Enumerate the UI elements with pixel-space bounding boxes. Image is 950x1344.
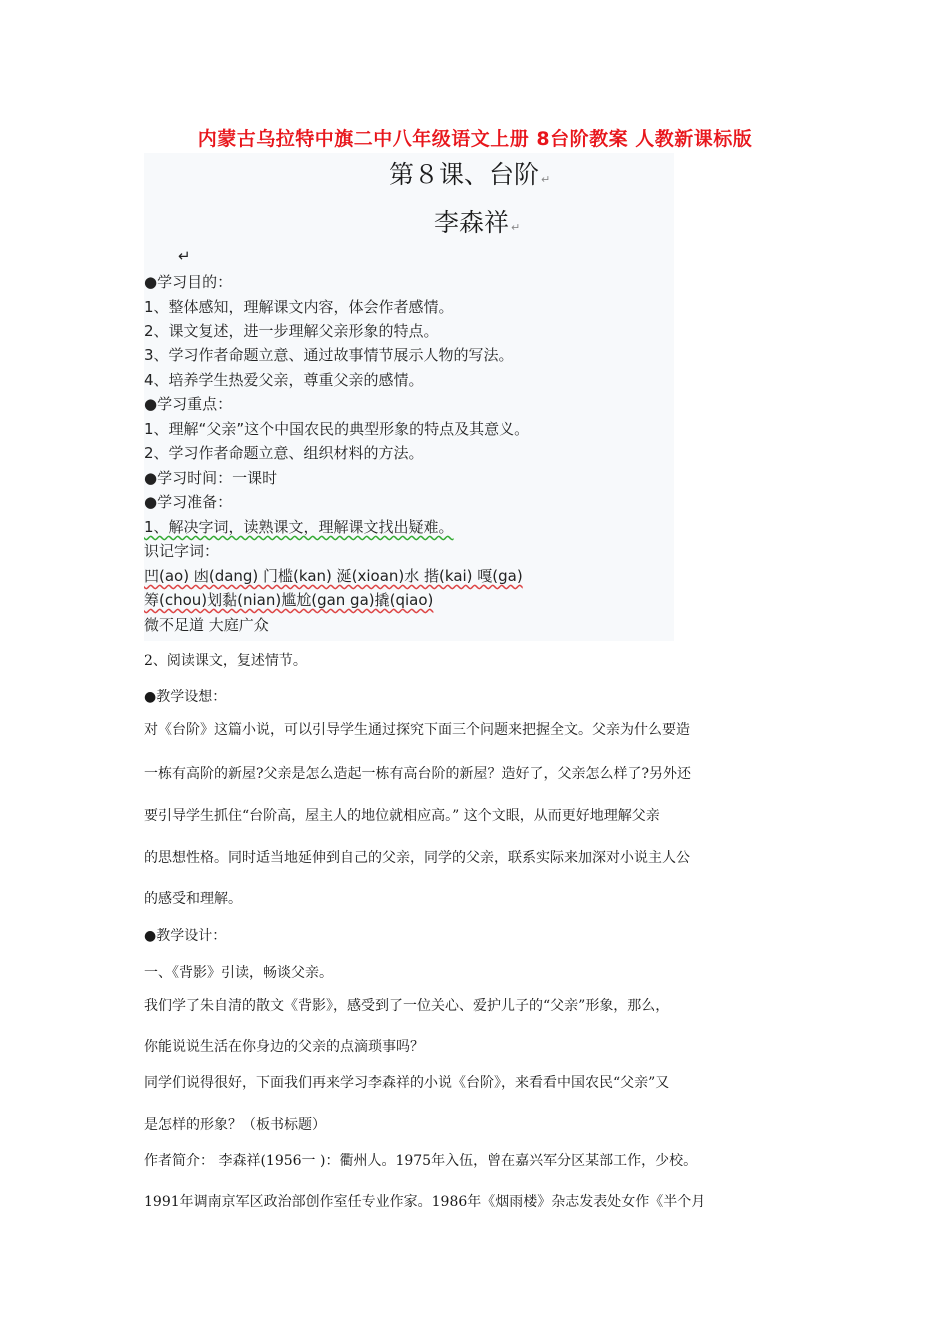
body-paragraph: 一、《背影》引读，畅谈父亲。 [144, 965, 333, 981]
goal-item: 4、培养学生热爱父亲，尊重父亲的感情。 [144, 371, 424, 389]
body-paragraph: 我们学了朱自清的散文《背影》，感受到了一位关心、爱护儿子的“父亲”形象，那么， [144, 998, 670, 1014]
body-paragraph: 一栋有高阶的新屋?父亲是怎么造起一栋有高台阶的新屋？造好了，父亲怎么样了?另外还 [144, 766, 692, 782]
focus-item: 2、学习作者命题立意、组织材料的方法。 [144, 444, 424, 462]
goal-item: 2、课文复述，进一步理解父亲形象的特点。 [144, 322, 439, 340]
body-paragraph: 同学们说得很好，下面我们再来学习李森祥的小说《台阶》，来看看中国农民“父亲”又 [144, 1075, 670, 1091]
section-heading-time: ●学习时间：一课时 [144, 469, 278, 487]
body-paragraph: 的思想性格。同时适当地延伸到自己的父亲，同学的父亲，联系实际来加深对小说主人公 [144, 850, 690, 866]
vocab-heading: 识记字词： [144, 542, 220, 560]
lesson-title: 第８课、台阶 ↵ [389, 160, 551, 189]
return-mark-icon: ↵ [511, 221, 521, 234]
body-paragraph: 是怎样的形象？（板书标题） [144, 1117, 326, 1133]
vocab-line: 凹(ao) 凼(dang) 门槛(kan) 涎(xioan)水 揩(kai) 嘎(ga) [144, 567, 523, 585]
lesson-author: 李森祥 ↵ [434, 208, 521, 237]
section-heading-prep: ●学习准备： [144, 493, 233, 511]
author-intro: 作者简介： 李森祥(1956一 )：衢州人。1975年入伍，曾在嘉兴军分区某部工作，少校。 [144, 1153, 698, 1169]
goal-item: 3、学习作者命题立意、通过故事情节展示人物的写法。 [144, 346, 514, 364]
return-mark-icon: ↵ [178, 247, 191, 265]
body-paragraph: 的感受和理解。 [144, 891, 242, 907]
body-paragraph: 对《台阶》这篇小说，可以引导学生通过探究下面三个问题来把握全文。父亲为什么要造 [144, 722, 690, 738]
body-paragraph: 要引导学生抓住“台阶高，屋主人的地位就相应高。” 这个文眼，从而更好地理解父亲 [144, 808, 660, 824]
prep-item: 1、解决字词，读熟课文，理解课文找出疑难。 [144, 518, 454, 536]
body-paragraph: 你能说说生活在你身边的父亲的点滴琐事吗？ [144, 1039, 424, 1055]
vocab-line: 微不足道 大庭广众 [144, 616, 269, 634]
section-heading-teaching-idea: ●教学设想： [144, 689, 227, 705]
section-heading-teaching-design: ●教学设计： [144, 928, 227, 944]
author-intro: 1991年调南京军区政治部创作室任专业作家。1986年《烟雨楼》杂志发表处女作《半个月 [144, 1194, 706, 1210]
goal-item: 1、整体感知，理解课文内容，体会作者感情。 [144, 298, 454, 316]
document-title: 内蒙古乌拉特中旗二中八年级语文上册 8台阶教案 人教新课标版 [197, 128, 753, 150]
body-paragraph: 2、阅读课文，复述情节。 [144, 653, 307, 669]
focus-item: 1、理解“父亲”这个中国农民的典型形象的特点及其意义。 [144, 420, 530, 438]
scanned-lesson-image [144, 153, 674, 641]
return-mark-icon: ↵ [541, 173, 551, 186]
section-heading-goals: ●学习目的： [144, 273, 233, 291]
vocab-line: 筹(chou)划黏(nian)尴尬(gan ga)撬(qiao) [144, 591, 434, 609]
section-heading-focus: ●学习重点： [144, 395, 233, 413]
